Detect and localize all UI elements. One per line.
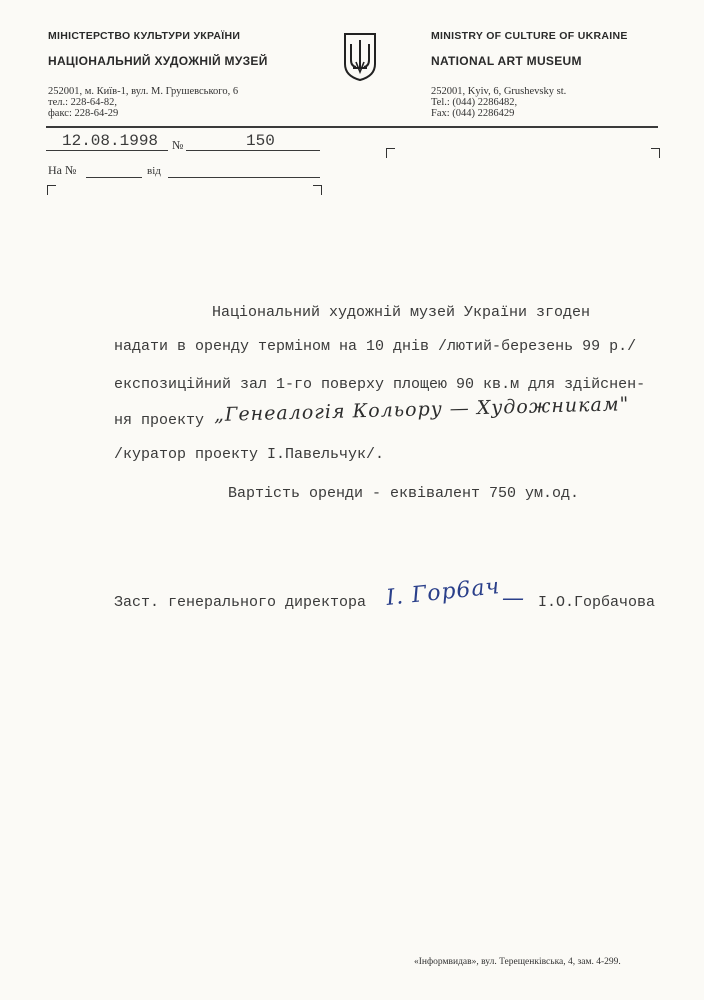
corner-mark — [313, 185, 322, 195]
address-ua: 252001, м. Київ-1, вул. М. Грушевського, 6 — [48, 86, 239, 97]
tel-ua: тел.: 228-64-82, — [48, 97, 118, 108]
body-line-6: Вартість оренди - еквівалент 750 ум.од. — [228, 485, 580, 502]
letter-number: 150 — [246, 132, 275, 150]
from-underline — [168, 177, 320, 178]
corner-mark — [47, 185, 56, 195]
address-en: 252001, Kyiv, 6, Grushevsky st. — [431, 86, 567, 97]
signatory-name: І.О.Горбачова — [538, 594, 656, 611]
project-title-handwritten: „Генеалогія Кольору — Художникам" — [213, 393, 630, 426]
number-underline — [186, 150, 320, 151]
corner-mark — [651, 148, 660, 158]
fax-ua: факс: 228-64-29 — [48, 108, 119, 119]
number-label: № — [172, 138, 184, 152]
body-line-2: надати в оренду терміном на 10 днів /лютий-березень 99 р./ — [114, 338, 637, 355]
signature-dash: — — [502, 586, 525, 611]
date-underline — [46, 150, 168, 151]
body-line-3: експозиційний зал 1-го поверху площею 90 кв.м для здійснен- — [114, 376, 646, 393]
body-line-1: Національний художній музей України згоден — [212, 304, 591, 321]
body-line-4: ня проекту — [114, 412, 205, 429]
signatory-position: Заст. генерального директора — [114, 594, 367, 611]
museum-title-ua: НАЦІОНАЛЬНИЙ ХУДОЖНІЙ МУЗЕЙ — [48, 54, 268, 68]
trident-emblem — [342, 32, 378, 82]
printer-footer: «Інформвидав», вул. Терещенківська, 4, зам. 4-299. — [414, 957, 621, 967]
ministry-title-en: MINISTRY OF CULTURE OF UKRAINE — [431, 30, 628, 42]
trident-icon — [342, 32, 378, 82]
reply-underline — [86, 177, 142, 178]
handwritten-signature: І. Гор6ач — [385, 574, 502, 611]
ministry-title-ua: МІНІСТЕРСТВО КУЛЬТУРИ УКРАЇНИ — [48, 30, 241, 42]
letter-date: 12.08.1998 — [62, 132, 159, 150]
corner-mark — [386, 148, 395, 158]
body-line-5: /куратор проекту І.Павельчук/. — [114, 446, 385, 463]
museum-title-en: NATIONAL ART MUSEUM — [431, 54, 582, 68]
tel-en: Tel.: (044) 2286482, — [431, 97, 518, 108]
from-label: від — [147, 165, 161, 177]
reply-label: На № — [48, 163, 77, 177]
fax-en: Fax: (044) 2286429 — [431, 108, 515, 119]
header-rule — [46, 126, 658, 128]
